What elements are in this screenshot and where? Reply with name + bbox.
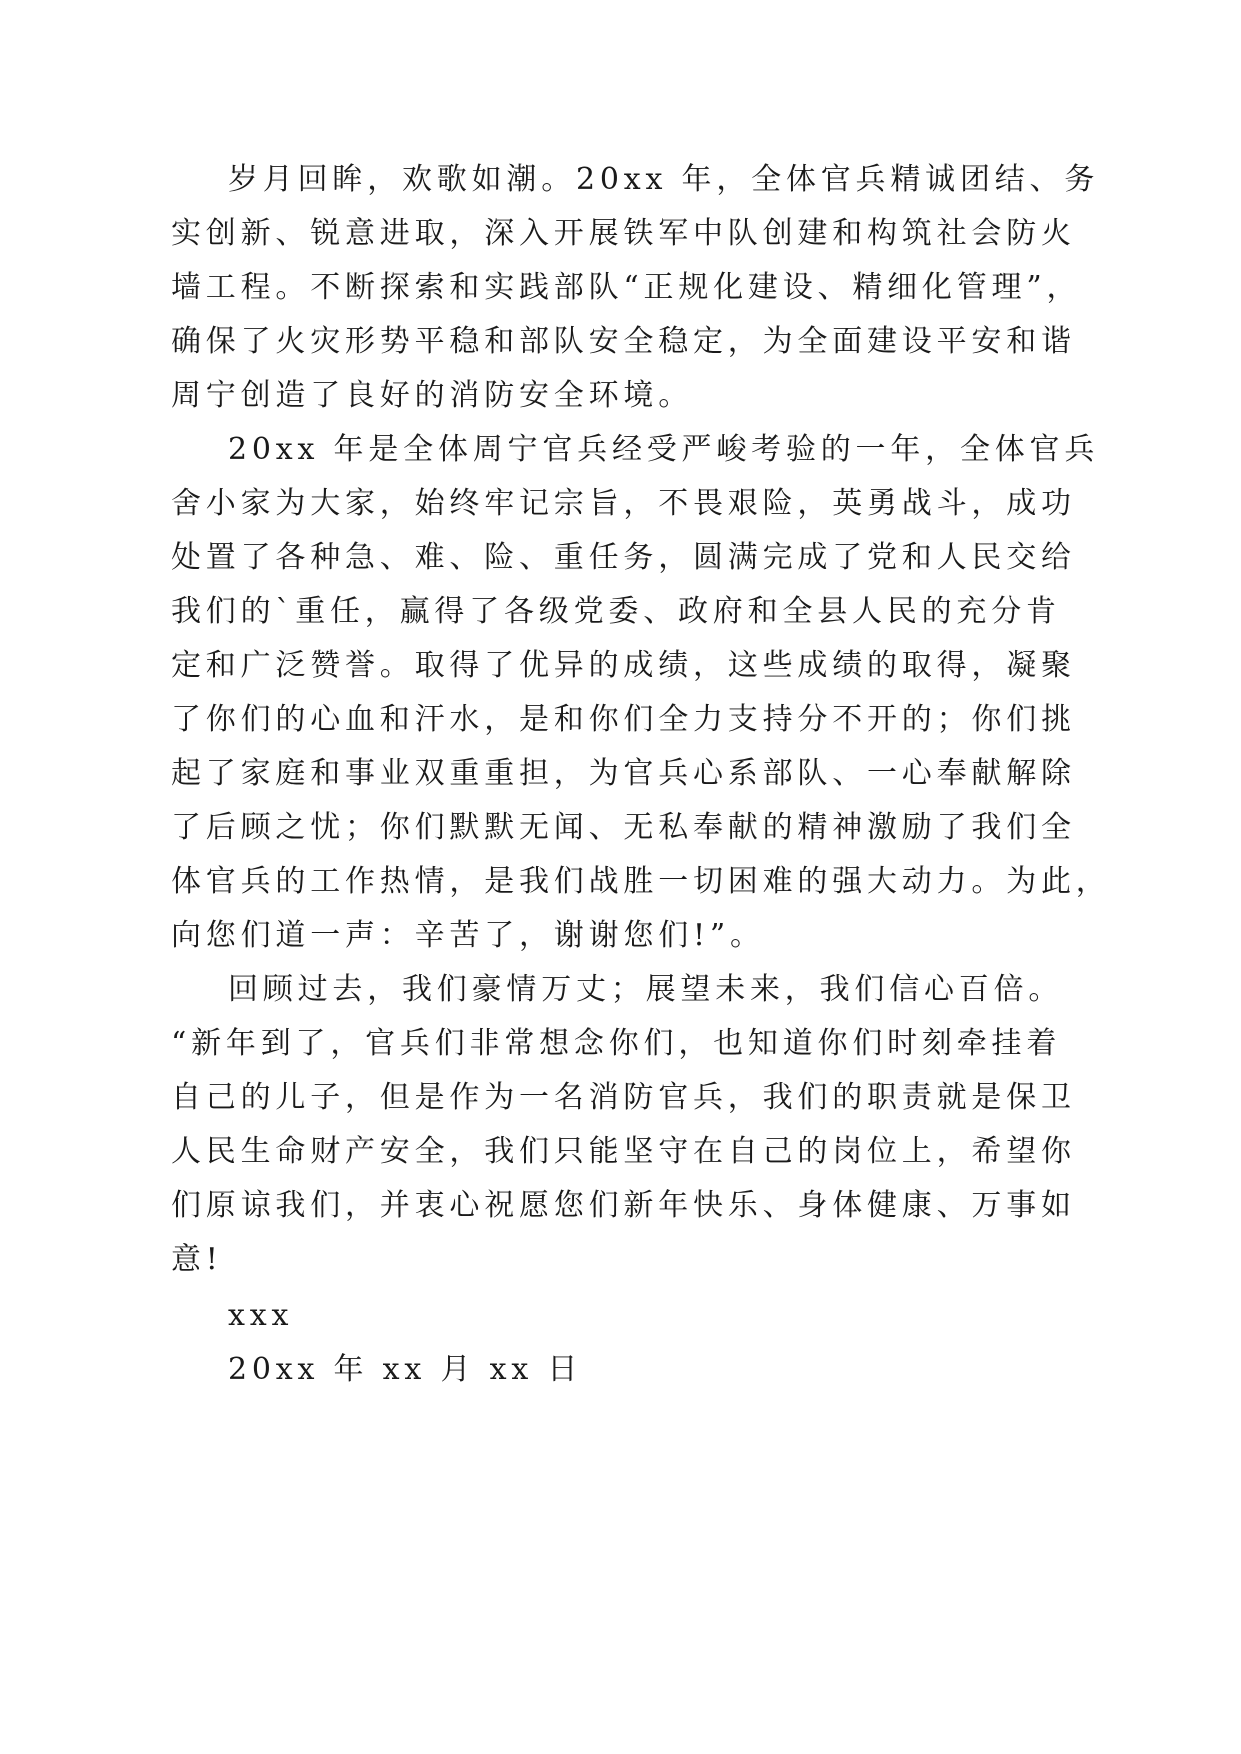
paragraph-3-line-5: 们原谅我们，并衷心祝愿您们新年快乐、身体健康、万事如	[171, 1188, 1076, 1223]
paragraph-1-line-1: 岁月回眸，欢歌如潮。20xx 年，全体官兵精诚团结、务	[228, 162, 1100, 197]
paragraph-2-line-3: 处置了各种急、难、险、重任务，圆满完成了党和人民交给	[171, 540, 1076, 575]
paragraph-2-line-9: 体官兵的工作热情，是我们战胜一切困难的强大动力。为此，	[171, 864, 1111, 899]
paragraph-1-line-2: 实创新、锐意进取，深入开展铁军中队创建和构筑社会防火	[171, 216, 1076, 251]
paragraph-1-line-3: 墙工程。不断探索和实践部队“正规化建设、精细化管理”，	[171, 270, 1082, 305]
paragraph-1-line-4: 确保了火灾形势平稳和部队安全稳定，为全面建设平安和谐	[171, 324, 1076, 359]
paragraph-2-line-5: 定和广泛赞誉。取得了优异的成绩，这些成绩的取得，凝聚	[171, 648, 1076, 683]
paragraph-2-line-1: 20xx 年是全体周宁官兵经受严峻考验的一年，全体官兵	[228, 432, 1100, 467]
paragraph-2-line-2: 舍小家为大家，始终牢记宗旨，不畏艰险，英勇战斗，成功	[171, 486, 1076, 521]
paragraph-2-line-10: 向您们道一声：辛苦了，谢谢您们!”。	[171, 918, 765, 953]
paragraph-3-line-3: 自己的儿子，但是作为一名消防官兵，我们的职责就是保卫	[171, 1080, 1076, 1115]
date: 20xx 年 xx 月 xx 日	[228, 1352, 583, 1387]
signature: xxx	[228, 1298, 294, 1333]
paragraph-3-line-1: 回顾过去，我们豪情万丈；展望未来，我们信心百倍。	[228, 972, 1064, 1007]
paragraph-3-line-4: 人民生命财产安全，我们只能坚守在自己的岗位上，希望你	[171, 1134, 1076, 1169]
paragraph-3-line-2: “新年到了，官兵们非常想念你们，也知道你们时刻牵挂着	[171, 1026, 1062, 1061]
paragraph-2-line-6: 了你们的心血和汗水，是和你们全力支持分不开的；你们挑	[171, 702, 1076, 737]
paragraph-3-line-6: 意!	[171, 1242, 223, 1277]
paragraph-2-line-7: 起了家庭和事业双重重担，为官兵心系部队、一心奉献解除	[171, 756, 1076, 791]
paragraph-2-line-4: 我们的`重任，赢得了各级党委、政府和全县人民的充分肯	[171, 594, 1061, 629]
paragraph-1-line-5: 周宁创造了良好的消防安全环境。	[171, 378, 693, 413]
paragraph-2-line-8: 了后顾之忧；你们默默无闻、无私奉献的精神激励了我们全	[171, 810, 1076, 845]
